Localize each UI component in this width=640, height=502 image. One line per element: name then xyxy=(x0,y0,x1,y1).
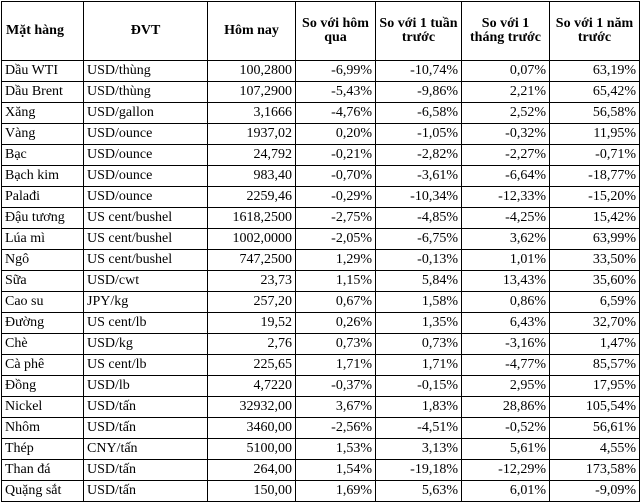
table-row xyxy=(2,82,640,103)
unit-cell: USD/ounce xyxy=(84,187,208,208)
vs-week-cell: 1,71% xyxy=(376,355,462,376)
today-price-cell: 983,40 xyxy=(208,166,296,187)
vs-yesterday-cell: 0,20% xyxy=(296,124,376,145)
table-row xyxy=(2,250,640,271)
vs-week-cell: -1,05% xyxy=(376,124,462,145)
vs-week-cell: 3,13% xyxy=(376,439,462,460)
vs-year-cell: 15,42% xyxy=(550,208,640,229)
table-row xyxy=(2,229,640,250)
unit-cell: USD/tấn xyxy=(84,418,208,439)
vs-week-cell: 0,73% xyxy=(376,334,462,355)
vs-month-cell: 2,52% xyxy=(462,103,550,124)
today-price-cell: 100,2800 xyxy=(208,61,296,82)
vs-week-cell: -2,82% xyxy=(376,145,462,166)
commodity-cell: Cao su xyxy=(2,292,84,313)
vs-week-cell: -4,85% xyxy=(376,208,462,229)
table-row xyxy=(2,292,640,313)
vs-yesterday-cell: -2,56% xyxy=(296,418,376,439)
vs-month-cell: -0,52% xyxy=(462,418,550,439)
today-price-cell: 1002,0000 xyxy=(208,229,296,250)
header-commodity: Mặt hàng xyxy=(2,2,84,61)
commodity-cell: Bạch kim xyxy=(2,166,84,187)
unit-cell: USD/lb xyxy=(84,376,208,397)
today-price-cell: 19,52 xyxy=(208,313,296,334)
vs-week-cell: -19,18% xyxy=(376,460,462,481)
vs-yesterday-cell: -0,70% xyxy=(296,166,376,187)
vs-week-cell: 5,84% xyxy=(376,271,462,292)
unit-cell: US cent/lb xyxy=(84,313,208,334)
table-row xyxy=(2,355,640,376)
unit-cell: USD/ounce xyxy=(84,145,208,166)
vs-yesterday-cell: 0,67% xyxy=(296,292,376,313)
table-row xyxy=(2,397,640,418)
vs-week-cell: -9,86% xyxy=(376,82,462,103)
vs-month-cell: 13,43% xyxy=(462,271,550,292)
vs-yesterday-cell: 1,15% xyxy=(296,271,376,292)
commodity-cell: Than đá xyxy=(2,460,84,481)
vs-week-cell: -3,61% xyxy=(376,166,462,187)
header-vs-week: So với 1 tuần trước xyxy=(376,2,462,61)
table-row xyxy=(2,103,640,124)
table-row xyxy=(2,187,640,208)
table-row xyxy=(2,439,640,460)
unit-cell: US cent/lb xyxy=(84,355,208,376)
commodity-cell: Đậu tương xyxy=(2,208,84,229)
vs-yesterday-cell: 1,29% xyxy=(296,250,376,271)
vs-year-cell: -15,20% xyxy=(550,187,640,208)
commodity-cell: Nhôm xyxy=(2,418,84,439)
vs-month-cell: 0,07% xyxy=(462,61,550,82)
vs-year-cell: 63,19% xyxy=(550,61,640,82)
vs-yesterday-cell: -2,75% xyxy=(296,208,376,229)
today-price-cell: 3,1666 xyxy=(208,103,296,124)
today-price-cell: 225,65 xyxy=(208,355,296,376)
vs-month-cell: 5,61% xyxy=(462,439,550,460)
table-row xyxy=(2,313,640,334)
vs-week-cell: 5,63% xyxy=(376,481,462,502)
header-today: Hôm nay xyxy=(208,2,296,61)
vs-month-cell: -6,64% xyxy=(462,166,550,187)
today-price-cell: 1937,02 xyxy=(208,124,296,145)
unit-cell: USD/tấn xyxy=(84,481,208,502)
table-row xyxy=(2,334,640,355)
vs-year-cell: 35,60% xyxy=(550,271,640,292)
vs-yesterday-cell: 0,73% xyxy=(296,334,376,355)
commodity-cell: Bạc xyxy=(2,145,84,166)
vs-month-cell: 6,43% xyxy=(462,313,550,334)
today-price-cell: 24,792 xyxy=(208,145,296,166)
table-row xyxy=(2,376,640,397)
today-price-cell: 23,73 xyxy=(208,271,296,292)
vs-year-cell: 1,47% xyxy=(550,334,640,355)
vs-week-cell: 1,58% xyxy=(376,292,462,313)
header-unit: ĐVT xyxy=(84,2,208,61)
vs-year-cell: 33,50% xyxy=(550,250,640,271)
vs-month-cell: 2,21% xyxy=(462,82,550,103)
vs-week-cell: -10,34% xyxy=(376,187,462,208)
commodity-cell: Dầu WTI xyxy=(2,61,84,82)
vs-year-cell: 65,42% xyxy=(550,82,640,103)
table-row xyxy=(2,418,640,439)
today-price-cell: 150,00 xyxy=(208,481,296,502)
commodity-cell: Đồng xyxy=(2,376,84,397)
commodity-cell: Palađi xyxy=(2,187,84,208)
vs-year-cell: -18,77% xyxy=(550,166,640,187)
table-row xyxy=(2,61,640,82)
unit-cell: USD/tấn xyxy=(84,460,208,481)
vs-yesterday-cell: 0,26% xyxy=(296,313,376,334)
vs-month-cell: -3,16% xyxy=(462,334,550,355)
today-price-cell: 747,2500 xyxy=(208,250,296,271)
commodity-cell: Thép xyxy=(2,439,84,460)
unit-cell: CNY/tấn xyxy=(84,439,208,460)
today-price-cell: 3460,00 xyxy=(208,418,296,439)
vs-yesterday-cell: 1,71% xyxy=(296,355,376,376)
header-vs-yesterday: So với hôm qua xyxy=(296,2,376,61)
unit-cell: USD/thùng xyxy=(84,82,208,103)
today-price-cell: 2259,46 xyxy=(208,187,296,208)
vs-week-cell: -4,51% xyxy=(376,418,462,439)
vs-month-cell: 2,95% xyxy=(462,376,550,397)
vs-month-cell: -12,33% xyxy=(462,187,550,208)
commodity-cell: Lúa mì xyxy=(2,229,84,250)
vs-week-cell: -6,58% xyxy=(376,103,462,124)
vs-year-cell: 6,59% xyxy=(550,292,640,313)
today-price-cell: 264,00 xyxy=(208,460,296,481)
vs-yesterday-cell: 1,54% xyxy=(296,460,376,481)
vs-yesterday-cell: 1,69% xyxy=(296,481,376,502)
vs-month-cell: 6,01% xyxy=(462,481,550,502)
vs-month-cell: 3,62% xyxy=(462,229,550,250)
vs-yesterday-cell: -0,29% xyxy=(296,187,376,208)
vs-week-cell: -0,13% xyxy=(376,250,462,271)
commodity-cell: Nickel xyxy=(2,397,84,418)
commodity-cell: Dầu Brent xyxy=(2,82,84,103)
unit-cell: US cent/bushel xyxy=(84,229,208,250)
unit-cell: USD/ounce xyxy=(84,124,208,145)
vs-week-cell: 1,83% xyxy=(376,397,462,418)
vs-year-cell: 32,70% xyxy=(550,313,640,334)
vs-yesterday-cell: -0,21% xyxy=(296,145,376,166)
unit-cell: US cent/bushel xyxy=(84,250,208,271)
vs-month-cell: -2,27% xyxy=(462,145,550,166)
vs-week-cell: -6,75% xyxy=(376,229,462,250)
today-price-cell: 32932,00 xyxy=(208,397,296,418)
vs-yesterday-cell: -6,99% xyxy=(296,61,376,82)
vs-month-cell: 28,86% xyxy=(462,397,550,418)
vs-month-cell: -0,32% xyxy=(462,124,550,145)
vs-year-cell: -0,71% xyxy=(550,145,640,166)
commodity-cell: Ngô xyxy=(2,250,84,271)
today-price-cell: 4,7220 xyxy=(208,376,296,397)
vs-year-cell: 11,95% xyxy=(550,124,640,145)
unit-cell: USD/ounce xyxy=(84,166,208,187)
unit-cell: USD/kg xyxy=(84,334,208,355)
table-row xyxy=(2,481,640,502)
vs-week-cell: -0,15% xyxy=(376,376,462,397)
table-row xyxy=(2,208,640,229)
table-row xyxy=(2,166,640,187)
today-price-cell: 2,76 xyxy=(208,334,296,355)
today-price-cell: 107,2900 xyxy=(208,82,296,103)
commodity-cell: Xăng xyxy=(2,103,84,124)
commodity-cell: Cà phê xyxy=(2,355,84,376)
unit-cell: USD/cwt xyxy=(84,271,208,292)
vs-year-cell: 105,54% xyxy=(550,397,640,418)
vs-year-cell: 56,58% xyxy=(550,103,640,124)
today-price-cell: 257,20 xyxy=(208,292,296,313)
vs-month-cell: -4,77% xyxy=(462,355,550,376)
commodity-cell: Vàng xyxy=(2,124,84,145)
commodity-cell: Chè xyxy=(2,334,84,355)
vs-yesterday-cell: 3,67% xyxy=(296,397,376,418)
commodity-cell: Quặng sắt xyxy=(2,481,84,502)
table-row xyxy=(2,145,640,166)
header-row xyxy=(2,2,640,61)
unit-cell: USD/tấn xyxy=(84,397,208,418)
table-row xyxy=(2,124,640,145)
vs-yesterday-cell: -0,37% xyxy=(296,376,376,397)
vs-yesterday-cell: 1,53% xyxy=(296,439,376,460)
unit-cell: US cent/bushel xyxy=(84,208,208,229)
vs-year-cell: 56,61% xyxy=(550,418,640,439)
vs-week-cell: 1,35% xyxy=(376,313,462,334)
vs-year-cell: 85,57% xyxy=(550,355,640,376)
vs-month-cell: 0,86% xyxy=(462,292,550,313)
vs-yesterday-cell: -4,76% xyxy=(296,103,376,124)
unit-cell: USD/gallon xyxy=(84,103,208,124)
vs-month-cell: -4,25% xyxy=(462,208,550,229)
vs-year-cell: 173,58% xyxy=(550,460,640,481)
vs-month-cell: -12,29% xyxy=(462,460,550,481)
table-body xyxy=(2,61,640,502)
today-price-cell: 5100,00 xyxy=(208,439,296,460)
vs-yesterday-cell: -2,05% xyxy=(296,229,376,250)
commodity-price-table xyxy=(1,1,640,502)
commodity-cell: Sữa xyxy=(2,271,84,292)
table-row xyxy=(2,271,640,292)
unit-cell: USD/thùng xyxy=(84,61,208,82)
today-price-cell: 1618,2500 xyxy=(208,208,296,229)
unit-cell: JPY/kg xyxy=(84,292,208,313)
vs-year-cell: -9,09% xyxy=(550,481,640,502)
table-row xyxy=(2,460,640,481)
header-vs-month: So với 1 tháng trước xyxy=(462,2,550,61)
vs-yesterday-cell: -5,43% xyxy=(296,82,376,103)
vs-year-cell: 63,99% xyxy=(550,229,640,250)
header-vs-year: So với 1 năm trước xyxy=(550,2,640,61)
commodity-cell: Đường xyxy=(2,313,84,334)
vs-week-cell: -10,74% xyxy=(376,61,462,82)
vs-year-cell: 17,95% xyxy=(550,376,640,397)
vs-year-cell: 4,55% xyxy=(550,439,640,460)
vs-month-cell: 1,01% xyxy=(462,250,550,271)
